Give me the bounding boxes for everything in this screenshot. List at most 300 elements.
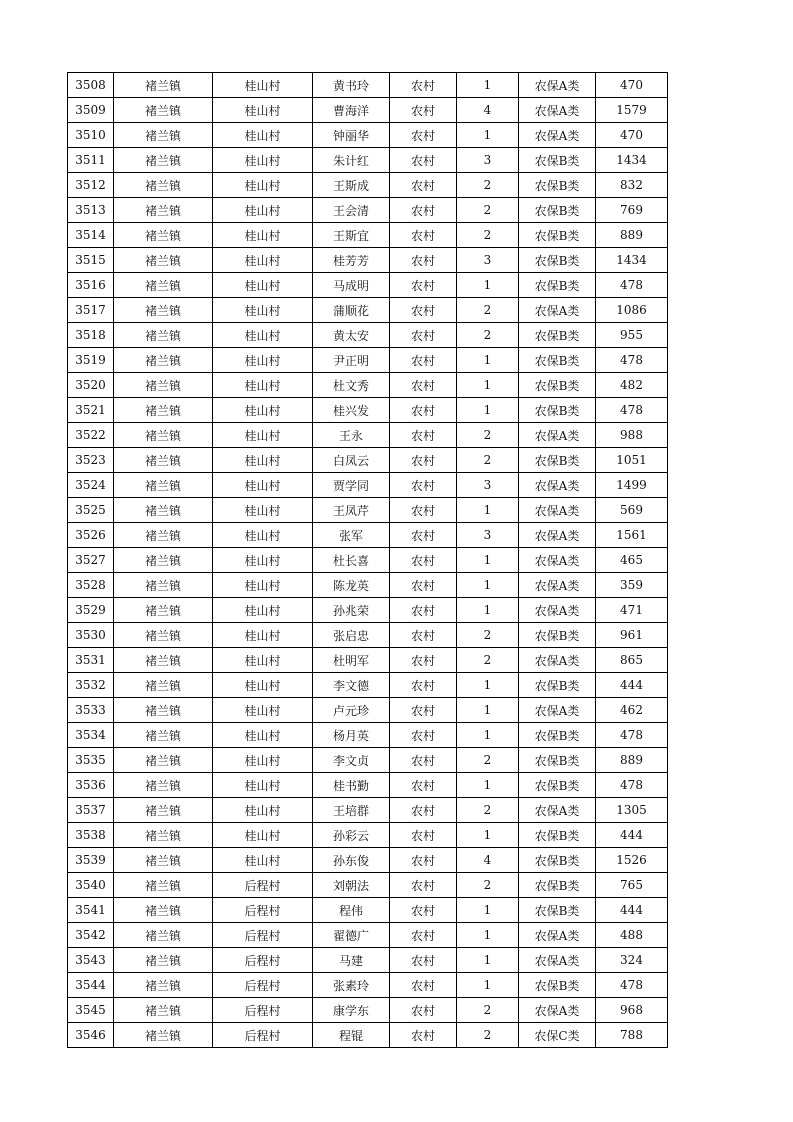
table-row	[68, 1023, 668, 1048]
table-row	[68, 948, 668, 973]
member-count-cell: 2	[457, 223, 519, 248]
amount-cell: 865	[596, 648, 668, 673]
village-cell: 桂山村	[213, 323, 313, 348]
amount-cell: 889	[596, 748, 668, 773]
village-cell: 桂山村	[213, 73, 313, 98]
table-row	[68, 98, 668, 123]
household-type-cell: 农村	[390, 248, 457, 273]
town-cell: 褚兰镇	[114, 573, 213, 598]
town-cell: 褚兰镇	[114, 798, 213, 823]
household-type-cell: 农村	[390, 573, 457, 598]
town-cell: 褚兰镇	[114, 498, 213, 523]
household-type-cell: 农村	[390, 848, 457, 873]
table-row	[68, 348, 668, 373]
amount-cell: 765	[596, 873, 668, 898]
household-type-cell: 农村	[390, 748, 457, 773]
insurance-category-cell: 农保A类	[519, 548, 596, 573]
row-number-cell: 3527	[68, 548, 114, 573]
member-count-cell: 1	[457, 348, 519, 373]
member-count-cell: 2	[457, 173, 519, 198]
village-cell: 桂山村	[213, 798, 313, 823]
table-row	[68, 723, 668, 748]
household-type-cell: 农村	[390, 1023, 457, 1048]
table-row	[68, 523, 668, 548]
town-cell: 褚兰镇	[114, 423, 213, 448]
member-count-cell: 2	[457, 323, 519, 348]
town-cell: 褚兰镇	[114, 773, 213, 798]
village-cell: 桂山村	[213, 548, 313, 573]
town-cell: 褚兰镇	[114, 548, 213, 573]
row-number-cell: 3526	[68, 523, 114, 548]
amount-cell: 569	[596, 498, 668, 523]
village-cell: 桂山村	[213, 473, 313, 498]
household-type-cell: 农村	[390, 98, 457, 123]
table-body	[68, 73, 668, 1048]
household-type-cell: 农村	[390, 898, 457, 923]
name-cell: 李文德	[313, 673, 390, 698]
table-row	[68, 473, 668, 498]
member-count-cell: 1	[457, 373, 519, 398]
household-type-cell: 农村	[390, 623, 457, 648]
village-cell: 后程村	[213, 923, 313, 948]
village-cell: 桂山村	[213, 373, 313, 398]
town-cell: 褚兰镇	[114, 623, 213, 648]
name-cell: 桂兴发	[313, 398, 390, 423]
town-cell: 褚兰镇	[114, 98, 213, 123]
row-number-cell: 3532	[68, 673, 114, 698]
name-cell: 卢元珍	[313, 698, 390, 723]
amount-cell: 788	[596, 1023, 668, 1048]
name-cell: 杜长喜	[313, 548, 390, 573]
member-count-cell: 2	[457, 998, 519, 1023]
household-type-cell: 农村	[390, 323, 457, 348]
table-row	[68, 73, 668, 98]
row-number-cell: 3519	[68, 348, 114, 373]
town-cell: 褚兰镇	[114, 998, 213, 1023]
table-row	[68, 323, 668, 348]
table-row	[68, 248, 668, 273]
member-count-cell: 1	[457, 673, 519, 698]
amount-cell: 482	[596, 373, 668, 398]
household-type-cell: 农村	[390, 598, 457, 623]
name-cell: 张启忠	[313, 623, 390, 648]
name-cell: 陈龙英	[313, 573, 390, 598]
row-number-cell: 3538	[68, 823, 114, 848]
member-count-cell: 3	[457, 523, 519, 548]
member-count-cell: 3	[457, 148, 519, 173]
name-cell: 刘朝法	[313, 873, 390, 898]
name-cell: 康学东	[313, 998, 390, 1023]
table-row	[68, 423, 668, 448]
member-count-cell: 2	[457, 448, 519, 473]
name-cell: 张素玲	[313, 973, 390, 998]
row-number-cell: 3518	[68, 323, 114, 348]
member-count-cell: 1	[457, 123, 519, 148]
insurance-category-cell: 农保B类	[519, 973, 596, 998]
amount-cell: 1499	[596, 473, 668, 498]
name-cell: 马成明	[313, 273, 390, 298]
name-cell: 桂芳芳	[313, 248, 390, 273]
town-cell: 褚兰镇	[114, 298, 213, 323]
town-cell: 褚兰镇	[114, 173, 213, 198]
amount-cell: 444	[596, 673, 668, 698]
table-row	[68, 298, 668, 323]
town-cell: 褚兰镇	[114, 523, 213, 548]
member-count-cell: 1	[457, 723, 519, 748]
insurance-category-cell: 农保B类	[519, 448, 596, 473]
amount-cell: 478	[596, 273, 668, 298]
village-cell: 桂山村	[213, 598, 313, 623]
amount-cell: 1305	[596, 798, 668, 823]
amount-cell: 832	[596, 173, 668, 198]
household-type-cell: 农村	[390, 298, 457, 323]
name-cell: 王斯成	[313, 173, 390, 198]
member-count-cell: 1	[457, 898, 519, 923]
household-type-cell: 农村	[390, 398, 457, 423]
insurance-category-cell: 农保B类	[519, 248, 596, 273]
insurance-category-cell: 农保A类	[519, 998, 596, 1023]
household-type-cell: 农村	[390, 673, 457, 698]
insurance-category-cell: 农保B类	[519, 898, 596, 923]
member-count-cell: 1	[457, 548, 519, 573]
beneficiary-table	[67, 72, 668, 1048]
insurance-category-cell: 农保C类	[519, 1023, 596, 1048]
table-row	[68, 898, 668, 923]
table-row	[68, 548, 668, 573]
town-cell: 褚兰镇	[114, 1023, 213, 1048]
village-cell: 后程村	[213, 898, 313, 923]
village-cell: 后程村	[213, 948, 313, 973]
table-row	[68, 848, 668, 873]
amount-cell: 955	[596, 323, 668, 348]
insurance-category-cell: 农保A类	[519, 798, 596, 823]
amount-cell: 1086	[596, 298, 668, 323]
name-cell: 王永	[313, 423, 390, 448]
village-cell: 桂山村	[213, 498, 313, 523]
amount-cell: 470	[596, 123, 668, 148]
village-cell: 桂山村	[213, 448, 313, 473]
amount-cell: 359	[596, 573, 668, 598]
household-type-cell: 农村	[390, 498, 457, 523]
village-cell: 后程村	[213, 1023, 313, 1048]
household-type-cell: 农村	[390, 973, 457, 998]
name-cell: 孙东俊	[313, 848, 390, 873]
row-number-cell: 3536	[68, 773, 114, 798]
row-number-cell: 3529	[68, 598, 114, 623]
table-row	[68, 148, 668, 173]
village-cell: 桂山村	[213, 398, 313, 423]
row-number-cell: 3510	[68, 123, 114, 148]
amount-cell: 444	[596, 823, 668, 848]
town-cell: 褚兰镇	[114, 373, 213, 398]
member-count-cell: 1	[457, 923, 519, 948]
village-cell: 桂山村	[213, 173, 313, 198]
insurance-category-cell: 农保A类	[519, 498, 596, 523]
row-number-cell: 3543	[68, 948, 114, 973]
insurance-category-cell: 农保B类	[519, 273, 596, 298]
village-cell: 桂山村	[213, 248, 313, 273]
household-type-cell: 农村	[390, 923, 457, 948]
name-cell: 杜文秀	[313, 373, 390, 398]
village-cell: 桂山村	[213, 223, 313, 248]
row-number-cell: 3537	[68, 798, 114, 823]
name-cell: 桂书勤	[313, 773, 390, 798]
table-row	[68, 673, 668, 698]
row-number-cell: 3515	[68, 248, 114, 273]
insurance-category-cell: 农保B类	[519, 223, 596, 248]
insurance-category-cell: 农保B类	[519, 623, 596, 648]
table-row	[68, 648, 668, 673]
insurance-category-cell: 农保B类	[519, 173, 596, 198]
village-cell: 桂山村	[213, 273, 313, 298]
insurance-category-cell: 农保B类	[519, 723, 596, 748]
household-type-cell: 农村	[390, 773, 457, 798]
member-count-cell: 2	[457, 798, 519, 823]
row-number-cell: 3524	[68, 473, 114, 498]
member-count-cell: 1	[457, 698, 519, 723]
town-cell: 褚兰镇	[114, 923, 213, 948]
household-type-cell: 农村	[390, 523, 457, 548]
household-type-cell: 农村	[390, 473, 457, 498]
member-count-cell: 1	[457, 73, 519, 98]
row-number-cell: 3528	[68, 573, 114, 598]
table-row	[68, 773, 668, 798]
name-cell: 孙兆荣	[313, 598, 390, 623]
amount-cell: 478	[596, 348, 668, 373]
village-cell: 桂山村	[213, 523, 313, 548]
amount-cell: 1051	[596, 448, 668, 473]
member-count-cell: 1	[457, 273, 519, 298]
name-cell: 王斯宜	[313, 223, 390, 248]
household-type-cell: 农村	[390, 273, 457, 298]
village-cell: 桂山村	[213, 573, 313, 598]
town-cell: 褚兰镇	[114, 598, 213, 623]
village-cell: 桂山村	[213, 423, 313, 448]
village-cell: 桂山村	[213, 698, 313, 723]
household-type-cell: 农村	[390, 423, 457, 448]
name-cell: 黄书玲	[313, 73, 390, 98]
name-cell: 黄太安	[313, 323, 390, 348]
member-count-cell: 2	[457, 298, 519, 323]
amount-cell: 471	[596, 598, 668, 623]
village-cell: 桂山村	[213, 298, 313, 323]
member-count-cell: 1	[457, 398, 519, 423]
insurance-category-cell: 农保B类	[519, 198, 596, 223]
village-cell: 桂山村	[213, 98, 313, 123]
village-cell: 桂山村	[213, 773, 313, 798]
village-cell: 桂山村	[213, 148, 313, 173]
row-number-cell: 3533	[68, 698, 114, 723]
amount-cell: 488	[596, 923, 668, 948]
household-type-cell: 农村	[390, 123, 457, 148]
household-type-cell: 农村	[390, 198, 457, 223]
table-row	[68, 823, 668, 848]
household-type-cell: 农村	[390, 873, 457, 898]
name-cell: 翟德广	[313, 923, 390, 948]
table-row	[68, 873, 668, 898]
village-cell: 桂山村	[213, 848, 313, 873]
table-row	[68, 398, 668, 423]
table-row	[68, 573, 668, 598]
table-row	[68, 748, 668, 773]
insurance-category-cell: 农保B类	[519, 823, 596, 848]
row-number-cell: 3509	[68, 98, 114, 123]
town-cell: 褚兰镇	[114, 273, 213, 298]
household-type-cell: 农村	[390, 73, 457, 98]
row-number-cell: 3535	[68, 748, 114, 773]
member-count-cell: 2	[457, 423, 519, 448]
amount-cell: 1434	[596, 248, 668, 273]
table-row	[68, 173, 668, 198]
member-count-cell: 4	[457, 98, 519, 123]
name-cell: 马建	[313, 948, 390, 973]
amount-cell: 1434	[596, 148, 668, 173]
member-count-cell: 1	[457, 948, 519, 973]
member-count-cell: 1	[457, 573, 519, 598]
insurance-category-cell: 农保A类	[519, 523, 596, 548]
name-cell: 蒲顺花	[313, 298, 390, 323]
town-cell: 褚兰镇	[114, 648, 213, 673]
table-row	[68, 598, 668, 623]
amount-cell: 968	[596, 998, 668, 1023]
member-count-cell: 4	[457, 848, 519, 873]
village-cell: 后程村	[213, 973, 313, 998]
village-cell: 后程村	[213, 873, 313, 898]
insurance-category-cell: 农保B类	[519, 848, 596, 873]
household-type-cell: 农村	[390, 448, 457, 473]
table-row	[68, 373, 668, 398]
table-row	[68, 498, 668, 523]
insurance-category-cell: 农保B类	[519, 748, 596, 773]
village-cell: 桂山村	[213, 723, 313, 748]
row-number-cell: 3539	[68, 848, 114, 873]
insurance-category-cell: 农保B类	[519, 148, 596, 173]
town-cell: 褚兰镇	[114, 673, 213, 698]
name-cell: 张军	[313, 523, 390, 548]
town-cell: 褚兰镇	[114, 223, 213, 248]
table-row	[68, 973, 668, 998]
member-count-cell: 2	[457, 1023, 519, 1048]
name-cell: 尹正明	[313, 348, 390, 373]
insurance-category-cell: 农保B类	[519, 773, 596, 798]
name-cell: 曹海洋	[313, 98, 390, 123]
town-cell: 褚兰镇	[114, 848, 213, 873]
village-cell: 桂山村	[213, 348, 313, 373]
town-cell: 褚兰镇	[114, 198, 213, 223]
name-cell: 贾学同	[313, 473, 390, 498]
village-cell: 桂山村	[213, 748, 313, 773]
member-count-cell: 2	[457, 873, 519, 898]
amount-cell: 961	[596, 623, 668, 648]
insurance-category-cell: 农保B类	[519, 348, 596, 373]
table-row	[68, 798, 668, 823]
insurance-category-cell: 农保A类	[519, 648, 596, 673]
name-cell: 程伟	[313, 898, 390, 923]
town-cell: 褚兰镇	[114, 148, 213, 173]
insurance-category-cell: 农保A类	[519, 298, 596, 323]
town-cell: 褚兰镇	[114, 948, 213, 973]
insurance-category-cell: 农保A类	[519, 473, 596, 498]
amount-cell: 324	[596, 948, 668, 973]
name-cell: 孙彩云	[313, 823, 390, 848]
insurance-category-cell: 农保B类	[519, 873, 596, 898]
row-number-cell: 3540	[68, 873, 114, 898]
town-cell: 褚兰镇	[114, 398, 213, 423]
member-count-cell: 2	[457, 623, 519, 648]
row-number-cell: 3541	[68, 898, 114, 923]
table-row	[68, 123, 668, 148]
household-type-cell: 农村	[390, 373, 457, 398]
member-count-cell: 1	[457, 823, 519, 848]
row-number-cell: 3520	[68, 373, 114, 398]
insurance-category-cell: 农保A类	[519, 923, 596, 948]
row-number-cell: 3534	[68, 723, 114, 748]
insurance-category-cell: 农保B类	[519, 373, 596, 398]
household-type-cell: 农村	[390, 998, 457, 1023]
row-number-cell: 3523	[68, 448, 114, 473]
row-number-cell: 3513	[68, 198, 114, 223]
table-row	[68, 448, 668, 473]
member-count-cell: 3	[457, 248, 519, 273]
town-cell: 褚兰镇	[114, 473, 213, 498]
insurance-category-cell: 农保A类	[519, 598, 596, 623]
name-cell: 王凤芹	[313, 498, 390, 523]
amount-cell: 988	[596, 423, 668, 448]
village-cell: 桂山村	[213, 673, 313, 698]
name-cell: 程锟	[313, 1023, 390, 1048]
member-count-cell: 1	[457, 498, 519, 523]
village-cell: 桂山村	[213, 823, 313, 848]
town-cell: 褚兰镇	[114, 123, 213, 148]
row-number-cell: 3516	[68, 273, 114, 298]
table-row	[68, 698, 668, 723]
amount-cell: 444	[596, 898, 668, 923]
amount-cell: 478	[596, 723, 668, 748]
amount-cell: 478	[596, 773, 668, 798]
row-number-cell: 3544	[68, 973, 114, 998]
row-number-cell: 3508	[68, 73, 114, 98]
household-type-cell: 农村	[390, 798, 457, 823]
table-row	[68, 198, 668, 223]
household-type-cell: 农村	[390, 148, 457, 173]
name-cell: 杨月英	[313, 723, 390, 748]
town-cell: 褚兰镇	[114, 973, 213, 998]
village-cell: 桂山村	[213, 623, 313, 648]
row-number-cell: 3517	[68, 298, 114, 323]
member-count-cell: 1	[457, 598, 519, 623]
table-row	[68, 998, 668, 1023]
amount-cell: 889	[596, 223, 668, 248]
member-count-cell: 2	[457, 648, 519, 673]
member-count-cell: 2	[457, 748, 519, 773]
row-number-cell: 3511	[68, 148, 114, 173]
insurance-category-cell: 农保A类	[519, 123, 596, 148]
amount-cell: 465	[596, 548, 668, 573]
amount-cell: 478	[596, 973, 668, 998]
household-type-cell: 农村	[390, 823, 457, 848]
name-cell: 朱计红	[313, 148, 390, 173]
insurance-category-cell: 农保B类	[519, 398, 596, 423]
village-cell: 桂山村	[213, 198, 313, 223]
town-cell: 褚兰镇	[114, 898, 213, 923]
amount-cell: 1526	[596, 848, 668, 873]
household-type-cell: 农村	[390, 548, 457, 573]
household-type-cell: 农村	[390, 173, 457, 198]
member-count-cell: 3	[457, 473, 519, 498]
name-cell: 杜明军	[313, 648, 390, 673]
amount-cell: 1561	[596, 523, 668, 548]
amount-cell: 769	[596, 198, 668, 223]
